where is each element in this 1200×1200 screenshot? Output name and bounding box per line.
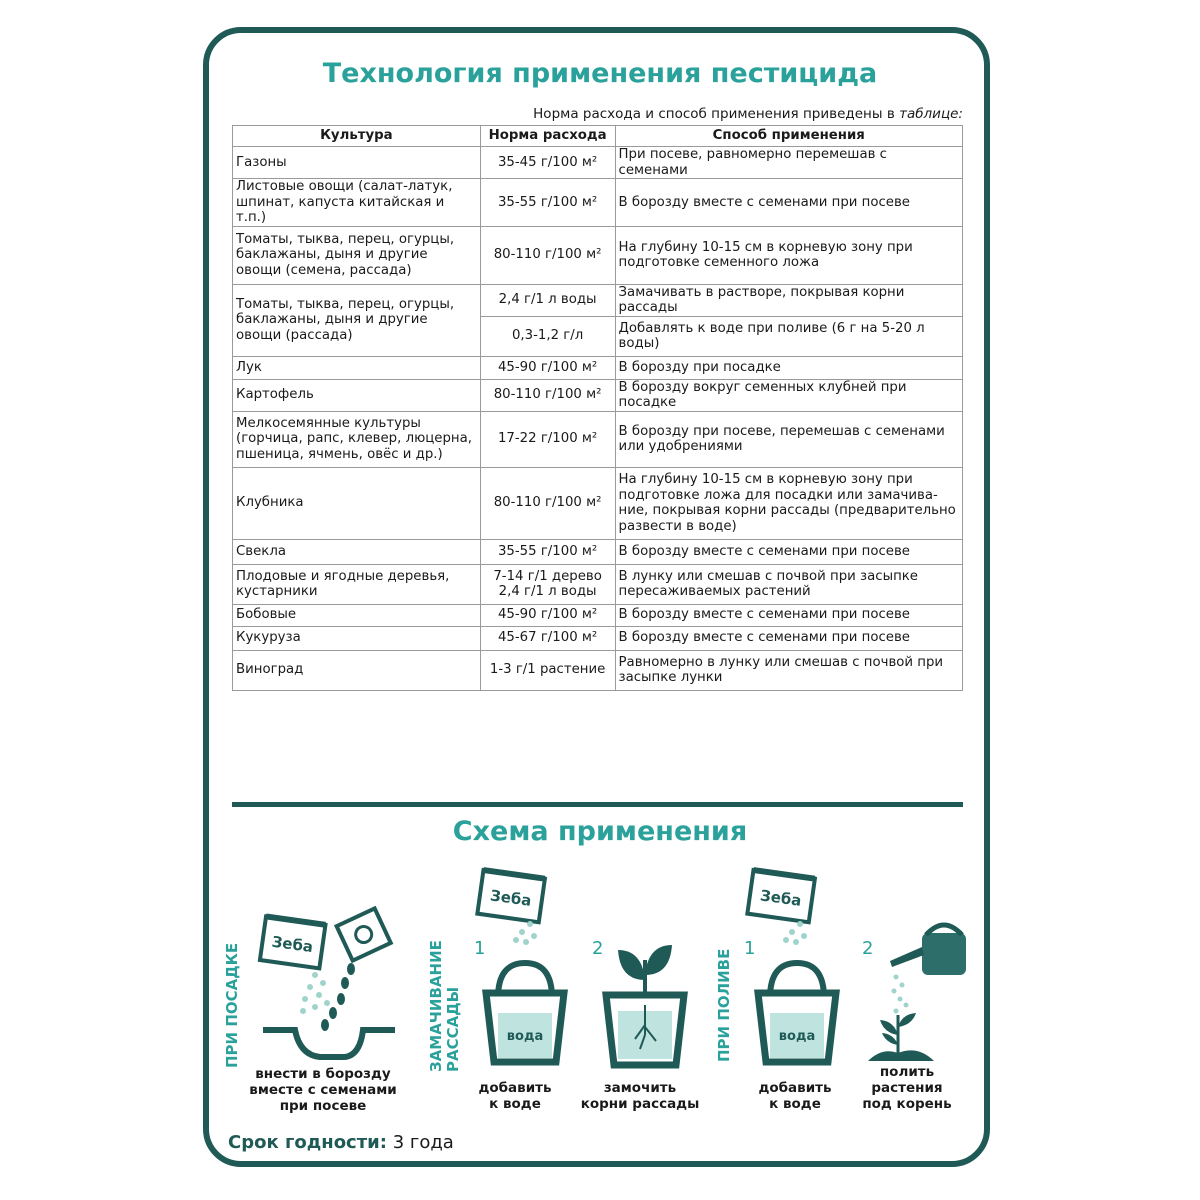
crop-cell: Томаты, тыква, перец, огурцы, баклажаны, дыня и другие овощи (рассада) (233, 284, 481, 356)
crop-cell: Картофель (233, 379, 481, 411)
caption-soak-roots: замочить корни рассады (580, 1080, 700, 1112)
method-cell: Добавлять к воде при поливе (6 г на 5-20 л воды) (615, 316, 962, 356)
method-cell: В борозду вместе с семенами при посеве (615, 539, 962, 564)
crop-cell: Кукуруза (233, 626, 481, 650)
label-soaking: ЗАМАЧИВАНИЕ РАССАДЫ (427, 940, 462, 1072)
crop-cell: Листовые овощи (салат-латук, шпинат, капуста китайская и т.п.) (233, 179, 481, 227)
step-number: 2 (592, 938, 604, 959)
rate-cell: 35-55 г/100 м² (480, 179, 615, 227)
method-cell: Замачивать в растворе, покрывая корни рассады (615, 284, 962, 316)
caption-water-plants: полить растения под корень (862, 1064, 952, 1112)
method-cell: В борозду вместе с семенами при посеве (615, 179, 962, 227)
furrow-icon (263, 1030, 395, 1057)
method-cell: При посеве, равномерно перемешав с семенами (615, 147, 962, 179)
rate-cell: 1-3 г/1 растение (480, 650, 615, 690)
step-number: 1 (474, 938, 486, 959)
table-row (233, 626, 963, 650)
rate-cell: 2,4 г/1 л воды (480, 284, 615, 316)
method-cell: В борозду при посеве, перемешав с семенами или удобрениями (615, 411, 962, 467)
bucket-icon (752, 958, 842, 1068)
method-cell: В борозду вокруг семенных клубней при посадке (615, 379, 962, 411)
rate-cell: 45-90 г/100 м² (480, 356, 615, 379)
shelf-life-value: 3 года (386, 1132, 454, 1153)
crop-cell: Мелкосемянные культуры (горчица, рапс, клевер, люцерна, пшеница, ячмень, овёс и др.) (233, 411, 481, 467)
water-label: вода (778, 1029, 816, 1044)
rate-cell: 0,3-1,2 г/л (480, 316, 615, 356)
caption-planting: внести в борозду вместе с семенами при посеве (249, 1066, 397, 1114)
brand-label: Зеба (270, 932, 315, 957)
usage-table (232, 125, 963, 691)
bucket-icon (480, 958, 570, 1068)
shelf-life (228, 1132, 454, 1153)
table-row (233, 564, 963, 604)
table-row (233, 411, 963, 467)
table-header-row (233, 126, 963, 147)
crop-cell: Виноград (233, 650, 481, 690)
crop-cell: Клубника (233, 467, 481, 539)
crop-cell: Лук (233, 356, 481, 379)
header-method: Способ применения (615, 126, 962, 147)
brand-label: Зеба (489, 886, 533, 910)
rate-cell: 80-110 г/100 м² (480, 226, 615, 284)
table-note: Норма расхода и способ применения приведены в таблице: (533, 106, 963, 122)
method-cell: В борозду вместе с семенами при посеве (615, 604, 962, 626)
header-rate: Норма расхода (480, 126, 615, 147)
method-cell: На глубину 10-15 см в корневую зону при подготовке семенного ложа (615, 226, 962, 284)
method-cell: В лунку или смешав с почвой при засыпке пересаживаемых растений (615, 564, 962, 604)
granules-icon (300, 972, 330, 1014)
planting-illustration (255, 905, 405, 1065)
crop-cell: Бобовые (233, 604, 481, 626)
rate-cell: 80-110 г/100 м² (480, 379, 615, 411)
table-row (233, 226, 963, 284)
table-row (233, 604, 963, 626)
crop-cell: Плодовые и ягодные деревья, кустарники (233, 564, 481, 604)
table-row (233, 467, 963, 539)
watering-can-icon (862, 915, 977, 1065)
shelf-life-label: Срок годности: (228, 1132, 387, 1153)
step-number: 1 (744, 938, 756, 959)
method-cell: Равномерно в лунку или смешав с почвой при засыпке лунки (615, 650, 962, 690)
crop-cell: Газоны (233, 147, 481, 179)
water-label: вода (506, 1029, 544, 1044)
label-watering: ПРИ ПОЛИВЕ (715, 948, 733, 1062)
method-cell: В борозду при посадке (615, 356, 962, 379)
brand-label: Зеба (759, 886, 803, 910)
crop-cell: Свекла (233, 539, 481, 564)
rate-cell: 17-22 г/100 м² (480, 411, 615, 467)
rate-cell: 45-67 г/100 м² (480, 626, 615, 650)
rate-cell: 7-14 г/1 дерево 2,4 г/1 л воды (480, 564, 615, 604)
caption-add-water-1: добавить к воде (478, 1080, 552, 1112)
table-row (233, 650, 963, 690)
seeds-icon (321, 963, 355, 1031)
table-row (233, 539, 963, 564)
rate-cell: 45-90 г/100 м² (480, 604, 615, 626)
rate-cell: 35-45 г/100 м² (480, 147, 615, 179)
step-number: 2 (862, 938, 874, 959)
rate-cell: 80-110 г/100 м² (480, 467, 615, 539)
table-row (233, 147, 963, 179)
seedling-pot-icon (600, 935, 690, 1070)
section-divider (232, 802, 963, 807)
header-crop: Культура (233, 126, 481, 147)
label-planting: ПРИ ПОСАДКЕ (223, 942, 241, 1068)
caption-add-water-2: добавить к воде (758, 1080, 832, 1112)
bag-icon (260, 916, 326, 968)
table-row (233, 179, 963, 227)
seed-bag-icon (337, 908, 391, 960)
page-title: Технология применения пестицида (322, 58, 878, 89)
bag-icon (740, 862, 840, 947)
bag-icon (470, 862, 570, 947)
rate-cell: 35-55 г/100 м² (480, 539, 615, 564)
table-row (233, 356, 963, 379)
method-cell: На глубину 10-15 см в корневую зону при подготовке ложа для посадки или замачива-ние, покрывая корни рассады (предварительно развести в воде) (615, 467, 962, 539)
scheme-title: Схема применения (452, 816, 748, 847)
method-cell: В борозду вместе с семенами при посеве (615, 626, 962, 650)
crop-cell: Томаты, тыква, перец, огурцы, баклажаны, дыня и другие овощи (семена, рассада) (233, 226, 481, 284)
table-row (233, 379, 963, 411)
table-row (233, 284, 963, 316)
